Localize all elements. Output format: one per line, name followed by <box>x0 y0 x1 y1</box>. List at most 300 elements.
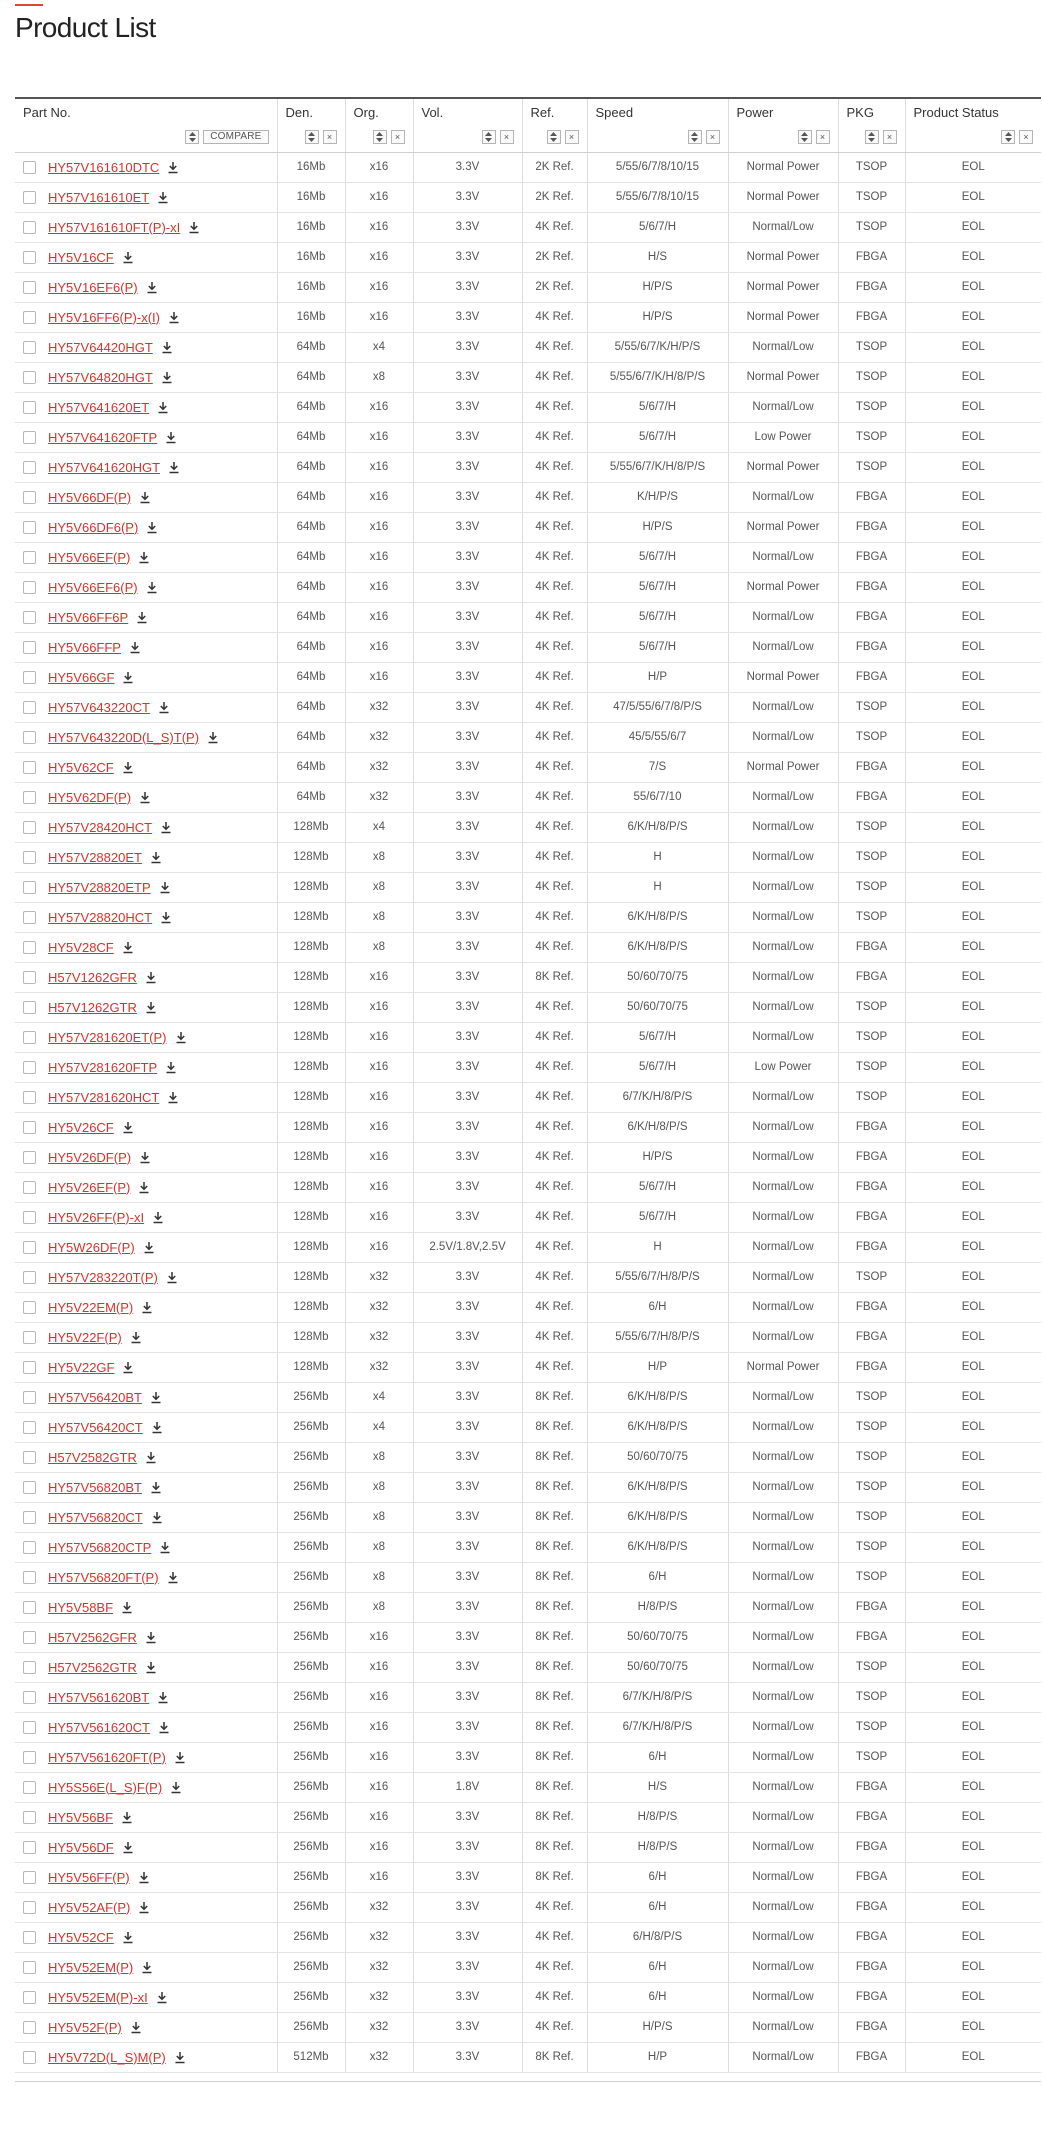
download-icon[interactable] <box>151 1421 163 1434</box>
clear-filter-button[interactable]: × <box>323 130 337 144</box>
cell-vol: 3.3V <box>413 512 522 542</box>
part-number-link[interactable]: H57V1262GFR <box>48 969 137 985</box>
cell-power: Normal Power <box>728 752 838 782</box>
row-checkbox[interactable] <box>23 671 36 684</box>
part-number-link[interactable]: HY57V641620FTP <box>48 429 158 445</box>
download-icon[interactable] <box>122 941 134 954</box>
cell-speed: 6/H <box>587 1742 728 1772</box>
row-checkbox[interactable] <box>23 461 36 474</box>
part-number-link[interactable]: HY5V52F(P) <box>48 2019 122 2035</box>
cell-status: EOL <box>905 1142 1041 1172</box>
cell-speed: 45/5/55/6/7 <box>587 722 728 752</box>
part-number-link[interactable]: HY57V641620HGT <box>48 459 161 475</box>
row-checkbox[interactable] <box>23 911 36 924</box>
download-icon[interactable] <box>146 581 158 594</box>
part-number-link[interactable]: HY5V66EF6(P) <box>48 579 138 595</box>
cell-status: EOL <box>905 902 1041 932</box>
part-number-link[interactable]: HY57V56820CT <box>48 1509 143 1525</box>
cell-speed: 5/6/7/H <box>587 1022 728 1052</box>
download-icon[interactable] <box>143 1241 155 1254</box>
download-icon[interactable] <box>167 1571 179 1584</box>
part-number-link[interactable]: HY57V281620ET(P) <box>48 1029 167 1045</box>
part-number-link[interactable]: H57V2562GFR <box>48 1629 137 1645</box>
download-icon[interactable] <box>145 1001 157 1014</box>
table-row <box>15 692 1041 722</box>
clear-filter-button[interactable]: × <box>883 130 897 144</box>
cell-org: x16 <box>345 1082 413 1112</box>
cell-status: EOL <box>905 1802 1041 1832</box>
download-icon[interactable] <box>175 1031 187 1044</box>
clear-filter-button[interactable]: × <box>391 130 405 144</box>
cell-den: 64Mb <box>277 392 345 422</box>
download-icon[interactable] <box>161 341 173 354</box>
part-number-link[interactable]: HY57V283220T(P) <box>48 1269 158 1285</box>
download-icon[interactable] <box>130 2021 142 2034</box>
part-number-link[interactable]: HY5V56DF <box>48 1839 114 1855</box>
part-number-link[interactable]: HY57V161610ET <box>48 189 150 205</box>
download-icon[interactable] <box>159 881 171 894</box>
part-number-link[interactable]: HY57V281620FTP <box>48 1059 158 1075</box>
download-icon[interactable] <box>145 971 157 984</box>
cell-ref: 8K Ref. <box>522 1832 587 1862</box>
download-icon[interactable] <box>167 1091 179 1104</box>
row-checkbox[interactable] <box>23 641 36 654</box>
row-checkbox[interactable] <box>23 401 36 414</box>
row-checkbox[interactable] <box>23 1331 36 1344</box>
download-icon[interactable] <box>157 401 169 414</box>
cell-ref: 2K Ref. <box>522 152 587 182</box>
row-checkbox[interactable] <box>23 551 36 564</box>
cell-power: Normal/Low <box>728 1832 838 1862</box>
sort-button[interactable] <box>865 130 879 144</box>
download-icon[interactable] <box>138 1901 150 1914</box>
download-icon[interactable] <box>151 1511 163 1524</box>
download-icon[interactable] <box>121 1601 133 1614</box>
part-number-link[interactable]: HY5V66FFP <box>48 639 121 655</box>
download-icon[interactable] <box>168 461 180 474</box>
table-row <box>15 1802 1041 1832</box>
download-icon[interactable] <box>168 311 180 324</box>
cell-power: Normal/Low <box>728 1592 838 1622</box>
cell-ref: 4K Ref. <box>522 1112 587 1142</box>
download-icon[interactable] <box>158 1721 170 1734</box>
row-checkbox[interactable] <box>23 1661 36 1674</box>
download-icon[interactable] <box>122 1361 134 1374</box>
column-label-power: Power <box>736 105 774 120</box>
row-checkbox[interactable] <box>23 1871 36 1884</box>
row-checkbox[interactable] <box>23 1181 36 1194</box>
cell-power: Normal/Low <box>728 1262 838 1292</box>
download-icon[interactable] <box>139 491 151 504</box>
row-checkbox[interactable] <box>23 1781 36 1794</box>
part-number-link[interactable]: HY5V22F(P) <box>48 1329 122 1345</box>
part-number-link[interactable]: HY57V28820HCT <box>48 909 153 925</box>
part-number-link[interactable]: HY5V16CF <box>48 249 114 265</box>
clear-filter-button[interactable]: × <box>500 130 514 144</box>
row-checkbox[interactable] <box>23 1541 36 1554</box>
row-checkbox[interactable] <box>23 1211 36 1224</box>
cell-ref: 4K Ref. <box>522 1202 587 1232</box>
row-checkbox[interactable] <box>23 1451 36 1464</box>
table-row <box>15 272 1041 302</box>
row-checkbox[interactable] <box>23 1601 36 1614</box>
part-number-link[interactable]: HY5V66GF <box>48 669 115 685</box>
download-icon[interactable] <box>188 221 200 234</box>
cell-den: 64Mb <box>277 422 345 452</box>
part-number-link[interactable]: HY5S56E(L_S)F(P) <box>48 1779 163 1795</box>
part-number-link[interactable]: HY5V56FF(P) <box>48 1869 130 1885</box>
download-icon[interactable] <box>139 791 151 804</box>
download-icon[interactable] <box>138 1181 150 1194</box>
download-icon[interactable] <box>157 1691 169 1704</box>
part-number-link[interactable]: HY57V561620BT <box>48 1689 150 1705</box>
part-number-link[interactable]: HY57V161610DTC <box>48 159 160 175</box>
row-checkbox[interactable] <box>23 1481 36 1494</box>
part-number-link[interactable]: H57V2562GTR <box>48 1659 137 1675</box>
cell-ref: 4K Ref. <box>522 1292 587 1322</box>
cell-den: 64Mb <box>277 602 345 632</box>
cell-power: Normal/Low <box>728 1112 838 1142</box>
cell-power: Normal/Low <box>728 1202 838 1232</box>
part-number-link[interactable]: HY57V28820ETP <box>48 879 151 895</box>
sort-button[interactable] <box>1001 130 1015 144</box>
row-checkbox[interactable] <box>23 1031 36 1044</box>
row-checkbox[interactable] <box>23 1751 36 1764</box>
row-checkbox[interactable] <box>23 941 36 954</box>
row-checkbox[interactable] <box>23 1061 36 1074</box>
download-icon[interactable] <box>160 821 172 834</box>
download-icon[interactable] <box>145 1661 157 1674</box>
cell-ref: 4K Ref. <box>522 1262 587 1292</box>
row-checkbox[interactable] <box>23 521 36 534</box>
cell-org: x32 <box>345 1292 413 1322</box>
download-icon[interactable] <box>122 251 134 264</box>
row-checkbox[interactable] <box>23 1811 36 1824</box>
row-checkbox[interactable] <box>23 1631 36 1644</box>
cell-speed: 50/60/70/75 <box>587 1622 728 1652</box>
row-checkbox[interactable] <box>23 221 36 234</box>
cell-status: EOL <box>905 1562 1041 1592</box>
download-icon[interactable] <box>174 1751 186 1764</box>
download-icon[interactable] <box>141 1961 153 1974</box>
row-checkbox[interactable] <box>23 1001 36 1014</box>
part-number-link[interactable]: HY5V56BF <box>48 1809 114 1825</box>
cell-vol: 3.3V <box>413 1622 522 1652</box>
cell-vol: 3.3V <box>413 872 522 902</box>
row-checkbox[interactable] <box>23 1931 36 1944</box>
part-number-link[interactable]: HY57V56820CTP <box>48 1539 152 1555</box>
clear-filter-button[interactable]: × <box>706 130 720 144</box>
cell-den: 64Mb <box>277 332 345 362</box>
download-icon[interactable] <box>146 521 158 534</box>
row-checkbox[interactable] <box>23 1241 36 1254</box>
row-checkbox[interactable] <box>23 1961 36 1974</box>
row-checkbox[interactable] <box>23 1301 36 1314</box>
row-checkbox[interactable] <box>23 191 36 204</box>
row-checkbox[interactable] <box>23 1841 36 1854</box>
part-number-link[interactable]: HY5V58BF <box>48 1599 114 1615</box>
row-checkbox[interactable] <box>23 881 36 894</box>
row-checkbox[interactable] <box>23 731 36 744</box>
row-checkbox[interactable] <box>23 341 36 354</box>
cell-org: x16 <box>345 662 413 692</box>
download-icon[interactable] <box>141 1301 153 1314</box>
cell-power: Normal/Low <box>728 1022 838 1052</box>
part-number-link[interactable]: HY5V66DF6(P) <box>48 519 139 535</box>
row-checkbox[interactable] <box>23 1091 36 1104</box>
part-number-link[interactable]: HY5V26EF(P) <box>48 1179 131 1195</box>
cell-speed: 6/H <box>587 1562 728 1592</box>
cell-vol: 3.3V <box>413 1952 522 1982</box>
row-checkbox[interactable] <box>23 611 36 624</box>
download-icon[interactable] <box>139 1151 151 1164</box>
cell-pkg: TSOP <box>838 842 905 872</box>
part-number-link[interactable]: HY57V56420BT <box>48 1389 142 1405</box>
cell-vol: 3.3V <box>413 602 522 632</box>
clear-filter-button[interactable]: × <box>565 130 579 144</box>
row-checkbox[interactable] <box>23 1901 36 1914</box>
sort-button[interactable] <box>798 130 812 144</box>
part-number-link[interactable]: HY57V56420CT <box>48 1419 143 1435</box>
sort-icon <box>308 132 315 142</box>
part-number-link[interactable]: HY57V561620CT <box>48 1719 150 1735</box>
part-number-link[interactable]: HY5W26DF(P) <box>48 1239 135 1255</box>
row-checkbox[interactable] <box>23 1571 36 1584</box>
row-checkbox[interactable] <box>23 1391 36 1404</box>
row-checkbox[interactable] <box>23 1361 36 1374</box>
cell-speed: 6/K/H/8/P/S <box>587 932 728 962</box>
cell-part <box>15 1382 277 1412</box>
row-checkbox[interactable] <box>23 791 36 804</box>
download-icon[interactable] <box>136 611 148 624</box>
download-icon[interactable] <box>122 1931 134 1944</box>
cell-vol: 3.3V <box>413 272 522 302</box>
download-icon[interactable] <box>165 431 177 444</box>
download-icon[interactable] <box>156 1991 168 2004</box>
column-controls <box>1001 130 1033 144</box>
cell-speed: 6/K/H/8/P/S <box>587 812 728 842</box>
row-checkbox[interactable] <box>23 581 36 594</box>
cell-power: Normal Power <box>728 182 838 212</box>
cell-speed: 5/6/7/H <box>587 422 728 452</box>
download-icon[interactable] <box>122 1121 134 1134</box>
cell-power: Normal/Low <box>728 1922 838 1952</box>
download-icon[interactable] <box>174 2051 186 2064</box>
cell-speed: 5/6/7/H <box>587 632 728 662</box>
sort-button[interactable] <box>305 130 319 144</box>
part-number-link[interactable]: HY5V62DF(P) <box>48 789 132 805</box>
download-icon[interactable] <box>166 1271 178 1284</box>
part-number-link[interactable]: HY5V62CF <box>48 759 114 775</box>
download-icon[interactable] <box>129 641 141 654</box>
download-icon[interactable] <box>122 761 134 774</box>
row-checkbox[interactable] <box>23 821 36 834</box>
table-row <box>15 1292 1041 1322</box>
part-number-link[interactable]: HY5V66EF(P) <box>48 549 131 565</box>
table-row <box>15 212 1041 242</box>
cell-org: x16 <box>345 1172 413 1202</box>
download-icon[interactable] <box>150 1391 162 1404</box>
cell-vol: 3.3V <box>413 392 522 422</box>
column-header-pkg <box>838 98 905 152</box>
download-icon[interactable] <box>121 1811 133 1824</box>
cell-org: x16 <box>345 452 413 482</box>
cell-vol: 3.3V <box>413 1562 522 1592</box>
download-icon[interactable] <box>161 371 173 384</box>
part-number-link[interactable]: HY57V643220D(L_S)T(P) <box>48 729 200 745</box>
sort-icon <box>189 132 196 142</box>
part-number-link[interactable]: HY57V641620ET <box>48 399 150 415</box>
part-number-link[interactable]: HY5V52EM(P) <box>48 1959 134 1975</box>
part-number-link[interactable]: HY57V56820FT(P) <box>48 1569 159 1585</box>
part-number-link[interactable]: HY5V72D(L_S)M(P) <box>48 2049 166 2065</box>
cell-part <box>15 1142 277 1172</box>
row-checkbox[interactable] <box>23 371 36 384</box>
row-checkbox[interactable] <box>23 701 36 714</box>
cell-part <box>15 392 277 422</box>
cell-part <box>15 182 277 212</box>
row-checkbox[interactable] <box>23 311 36 324</box>
row-checkbox[interactable] <box>23 2021 36 2034</box>
sort-button[interactable] <box>185 130 199 144</box>
part-number-link[interactable]: HY5V26CF <box>48 1119 114 1135</box>
row-checkbox[interactable] <box>23 761 36 774</box>
download-icon[interactable] <box>138 1871 150 1884</box>
download-icon[interactable] <box>167 161 179 174</box>
cell-vol: 3.3V <box>413 452 522 482</box>
cell-speed: 6/K/H/8/P/S <box>587 1112 728 1142</box>
part-number-link[interactable]: HY5V28CF <box>48 939 114 955</box>
cell-vol: 3.3V <box>413 782 522 812</box>
cell-part <box>15 482 277 512</box>
cell-speed: H/8/P/S <box>587 1802 728 1832</box>
part-number-link[interactable]: HY5V26DF(P) <box>48 1149 132 1165</box>
cell-speed: 5/6/7/H <box>587 392 728 422</box>
part-number-link[interactable]: HY5V52CF <box>48 1929 114 1945</box>
download-icon[interactable] <box>170 1781 182 1794</box>
cell-org: x4 <box>345 1382 413 1412</box>
row-checkbox[interactable] <box>23 1271 36 1284</box>
row-checkbox[interactable] <box>23 1721 36 1734</box>
part-number-link[interactable]: HY5V22EM(P) <box>48 1299 134 1315</box>
cell-org: x16 <box>345 542 413 572</box>
part-number-link[interactable]: HY5V66DF(P) <box>48 489 132 505</box>
download-icon[interactable] <box>146 281 158 294</box>
cell-pkg: FBGA <box>838 1952 905 1982</box>
part-number-link[interactable]: H57V1262GTR <box>48 999 137 1015</box>
sort-button[interactable] <box>688 130 702 144</box>
download-icon[interactable] <box>145 1451 157 1464</box>
row-checkbox[interactable] <box>23 1151 36 1164</box>
part-number-link[interactable]: HY57V643220CT <box>48 699 150 715</box>
compare-button[interactable]: COMPARE <box>203 130 268 144</box>
part-number-link[interactable]: HY5V16EF6(P) <box>48 279 138 295</box>
part-number-link[interactable]: HY57V64820HGT <box>48 369 153 385</box>
download-icon[interactable] <box>160 911 172 924</box>
row-checkbox[interactable] <box>23 1691 36 1704</box>
cell-pkg: TSOP <box>838 1052 905 1082</box>
cell-vol: 3.3V <box>413 1502 522 1532</box>
download-icon[interactable] <box>122 1841 134 1854</box>
part-number-link[interactable]: HY5V52AF(P) <box>48 1899 131 1915</box>
part-number-link[interactable]: HY5V52EM(P)-xI <box>48 1989 148 2005</box>
download-icon[interactable] <box>152 1211 164 1224</box>
title-accent-bar <box>15 4 43 6</box>
download-icon[interactable] <box>207 731 219 744</box>
row-checkbox[interactable] <box>23 1511 36 1524</box>
cell-part <box>15 782 277 812</box>
cell-speed: 6/K/H/8/P/S <box>587 1532 728 1562</box>
cell-part <box>15 2042 277 2072</box>
download-icon[interactable] <box>165 1061 177 1074</box>
cell-den: 256Mb <box>277 1832 345 1862</box>
row-checkbox[interactable] <box>23 1121 36 1134</box>
sort-button[interactable] <box>373 130 387 144</box>
cell-ref: 4K Ref. <box>522 302 587 332</box>
cell-den: 16Mb <box>277 152 345 182</box>
row-checkbox[interactable] <box>23 1421 36 1434</box>
row-checkbox[interactable] <box>23 2051 36 2064</box>
cell-vol: 3.3V <box>413 152 522 182</box>
row-checkbox[interactable] <box>23 281 36 294</box>
row-checkbox[interactable] <box>23 161 36 174</box>
row-checkbox[interactable] <box>23 851 36 864</box>
part-number-link[interactable]: HY57V56820BT <box>48 1479 142 1495</box>
part-number-link[interactable]: HY57V28420HCT <box>48 819 153 835</box>
download-icon[interactable] <box>157 191 169 204</box>
part-number-link[interactable]: HY5V16FF6(P)-x(I) <box>48 309 160 325</box>
row-checkbox[interactable] <box>23 431 36 444</box>
cell-power: Normal/Low <box>728 1892 838 1922</box>
download-icon[interactable] <box>122 671 134 684</box>
cell-power: Normal Power <box>728 302 838 332</box>
download-icon[interactable] <box>130 1331 142 1344</box>
cell-status: EOL <box>905 392 1041 422</box>
download-icon[interactable] <box>150 851 162 864</box>
part-number-link[interactable]: HY57V64420HGT <box>48 339 153 355</box>
cell-status: EOL <box>905 1952 1041 1982</box>
part-number-link[interactable]: HY5V22GF <box>48 1359 115 1375</box>
cell-power: Normal/Low <box>728 632 838 662</box>
clear-filter-button[interactable]: × <box>816 130 830 144</box>
download-icon[interactable] <box>158 701 170 714</box>
sort-button[interactable] <box>482 130 496 144</box>
download-icon[interactable] <box>159 1541 171 1554</box>
part-number-link[interactable]: HY57V561620FT(P) <box>48 1749 166 1765</box>
part-number-link[interactable]: HY5V26FF(P)-xI <box>48 1209 145 1225</box>
part-number-link[interactable]: HY57V281620HCT <box>48 1089 160 1105</box>
cell-org: x32 <box>345 752 413 782</box>
clear-filter-button[interactable]: × <box>1019 130 1033 144</box>
download-icon[interactable] <box>138 551 150 564</box>
row-checkbox[interactable] <box>23 1991 36 2004</box>
cell-den: 64Mb <box>277 512 345 542</box>
row-checkbox[interactable] <box>23 251 36 264</box>
part-number-link[interactable]: H57V2582GTR <box>48 1449 137 1465</box>
cell-ref: 4K Ref. <box>522 812 587 842</box>
part-number-link[interactable]: HY5V66FF6P <box>48 609 129 625</box>
sort-button[interactable] <box>547 130 561 144</box>
download-icon[interactable] <box>150 1481 162 1494</box>
part-number-link[interactable]: HY57V161610FT(P)-xI <box>48 219 181 235</box>
table-row <box>15 932 1041 962</box>
cell-status: EOL <box>905 782 1041 812</box>
download-icon[interactable] <box>145 1631 157 1644</box>
row-checkbox[interactable] <box>23 491 36 504</box>
cell-ref: 4K Ref. <box>522 542 587 572</box>
part-number-link[interactable]: HY57V28820ET <box>48 849 142 865</box>
row-checkbox[interactable] <box>23 971 36 984</box>
